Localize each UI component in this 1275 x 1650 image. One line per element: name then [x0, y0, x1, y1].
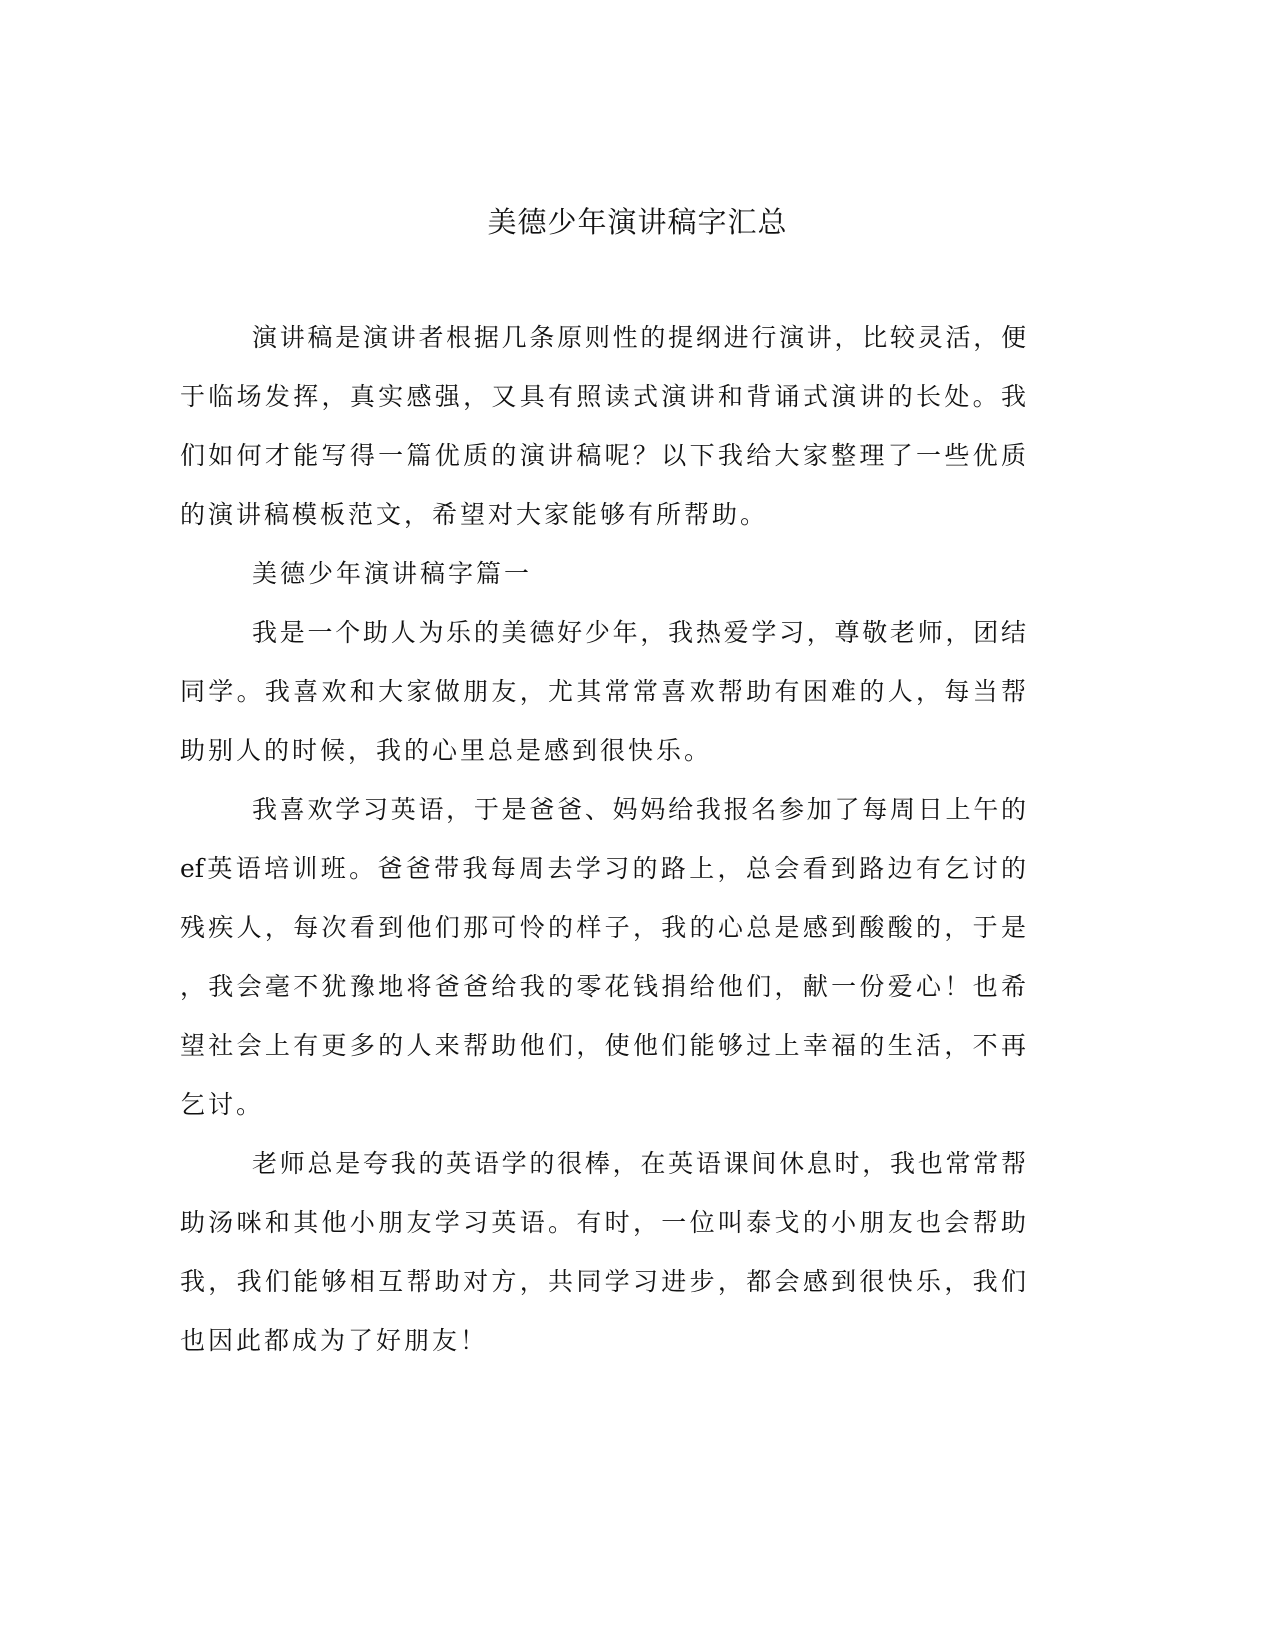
document-title: 美德少年演讲稿字汇总: [487, 205, 788, 239]
text-line: 助别人的时候，我的心里总是感到很快乐。: [180, 736, 713, 765]
text-line: 我，我们能够相互帮助对方，共同学习进步，都会感到很快乐，我们: [180, 1267, 1026, 1296]
text-line: 乞讨。: [180, 1090, 265, 1119]
paragraph-intro: [180, 308, 1026, 544]
section-heading: [180, 544, 1026, 603]
document-body: [180, 308, 1026, 1370]
text-line: 我是一个助人为乐的美德好少年，我热爱学习，尊敬老师，团结: [252, 618, 1026, 647]
text-line: 残疾人，每次看到他们那可怜的样子，我的心总是感到酸酸的，于是: [180, 913, 1026, 942]
text-line: 望社会上有更多的人来帮助他们，使他们能够过上幸福的生活，不再: [180, 1031, 1026, 1060]
text-line: 于临场发挥，真实感强，又具有照读式演讲和背诵式演讲的长处。我: [180, 382, 1026, 411]
text-line: 同学。我喜欢和大家做朋友，尤其常常喜欢帮助有困难的人，每当帮: [180, 677, 1026, 706]
text-line: 美德少年演讲稿字篇一: [252, 559, 533, 588]
text-line: 老师总是夸我的英语学的很棒，在英语课间休息时，我也常常帮: [252, 1149, 1026, 1178]
text-line: 们如何才能写得一篇优质的演讲稿呢？以下我给大家整理了一些优质: [180, 441, 1026, 470]
paragraph: [180, 1134, 1026, 1370]
text-line: ，我会毫不犹豫地将爸爸给我的零花钱捐给他们，献一份爱心！也希: [180, 972, 1026, 1001]
text-line: ef英语培训班。爸爸带我每周去学习的路上，总会看到路边有乞讨的: [180, 854, 1026, 883]
text-line: 我喜欢学习英语，于是爸爸、妈妈给我报名参加了每周日上午的: [252, 795, 1026, 824]
text-line: 助汤咪和其他小朋友学习英语。有时，一位叫泰戈的小朋友也会帮助: [180, 1208, 1026, 1237]
text-line: 的演讲稿模板范文，希望对大家能够有所帮助。: [180, 500, 769, 529]
paragraph: [180, 780, 1026, 1134]
paragraph: [180, 603, 1026, 780]
text-line: 也因此都成为了好朋友！: [180, 1326, 489, 1355]
text-line: 演讲稿是演讲者根据几条原则性的提纲进行演讲，比较灵活，便: [252, 323, 1026, 352]
